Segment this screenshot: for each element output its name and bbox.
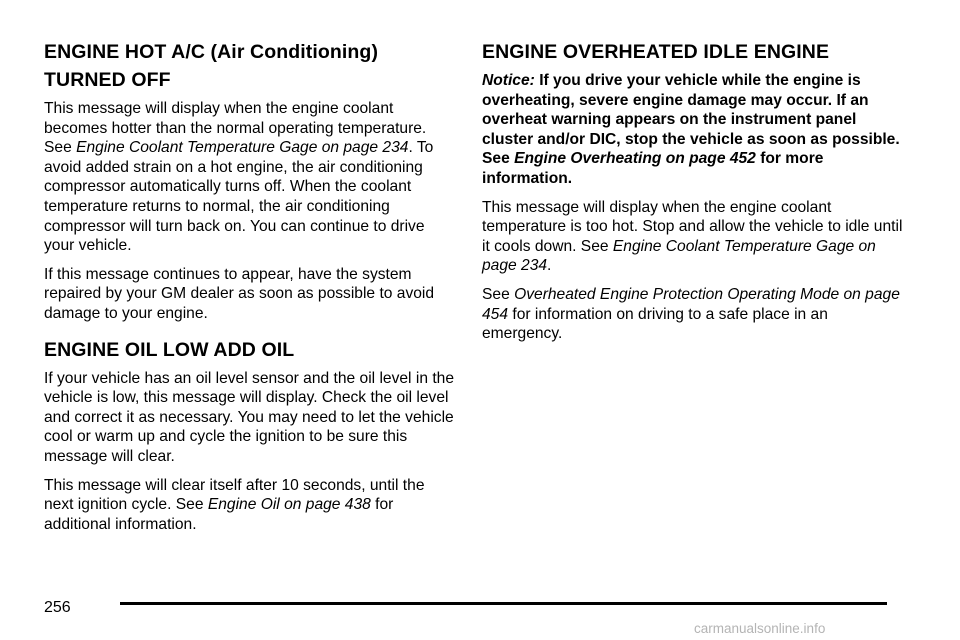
paragraph (482, 198, 907, 276)
text: for more information. (482, 150, 824, 187)
cross-reference: Engine Oil on page 438 (207, 496, 371, 514)
cross-reference: Engine Overheating on page 452 (514, 150, 756, 168)
text: See (482, 285, 515, 303)
left-column (44, 38, 454, 543)
paragraph (482, 285, 907, 344)
text: . (547, 257, 552, 275)
paragraph (44, 476, 454, 535)
text: . To avoid added strain on a hot engine, the air conditioning compressor automatically turns off. When the coolant temperature returns to normal, the air conditioning compressor will turn back on. You can continue to drive your vehicle. (44, 139, 434, 255)
footer-rule (120, 602, 887, 605)
text: for additional information. (44, 496, 394, 533)
page-number: 256 (44, 599, 71, 616)
text: This message will display when the engine coolant temperature is too hot. Stop and allow the vehicle to idle until it cools down. See (482, 198, 903, 255)
cross-reference: Engine Coolant Temperature Gage on page 234 (76, 139, 409, 157)
paragraph: If your vehicle has an oil level sensor and the oil level in the vehicle is low, this message will display. Check the oil level and correct it as necessary. You may need to let the vehicle cool or warm up and cycle the ignition to be sure this message will clear. (44, 369, 455, 465)
watermark: carmanualsonline.info (694, 621, 826, 636)
text: This message will display when the engine coolant becomes hotter than the normal operating temperature. See (44, 100, 427, 157)
cross-reference: Engine Coolant Temperature Gage on page 234 (482, 237, 876, 275)
section-heading-engine-overheated: ENGINE OVERHEATED IDLE ENGINE (482, 41, 830, 63)
paragraph: If this message continues to appear, have the system repaired by your GM dealer as soon as possible to avoid damage to your engine. (44, 265, 435, 322)
notice-paragraph (482, 71, 907, 189)
right-column (482, 38, 907, 353)
text: If you drive your vehicle while the engine is overheating, severe engine damage may occur. If an overheat warning appears on the instrument panel cluster and/or DIC, stop the vehicle as soon as possible. See (482, 72, 900, 168)
notice-label: Notice: (482, 72, 535, 89)
text: for information on driving to a safe place in an emergency. (482, 305, 828, 343)
text: This message will clear itself after 10 seconds, until the next ignition cycle. See (44, 476, 425, 514)
paragraph (44, 99, 454, 256)
cross-reference: Overheated Engine Protection Operating Mode on page 454 (482, 285, 900, 323)
section-heading-engine-oil-low: ENGINE OIL LOW ADD OIL (44, 338, 295, 361)
section-heading-engine-hot-ac: ENGINE HOT A/C (Air Conditioning) TURNED OFF (44, 41, 379, 91)
